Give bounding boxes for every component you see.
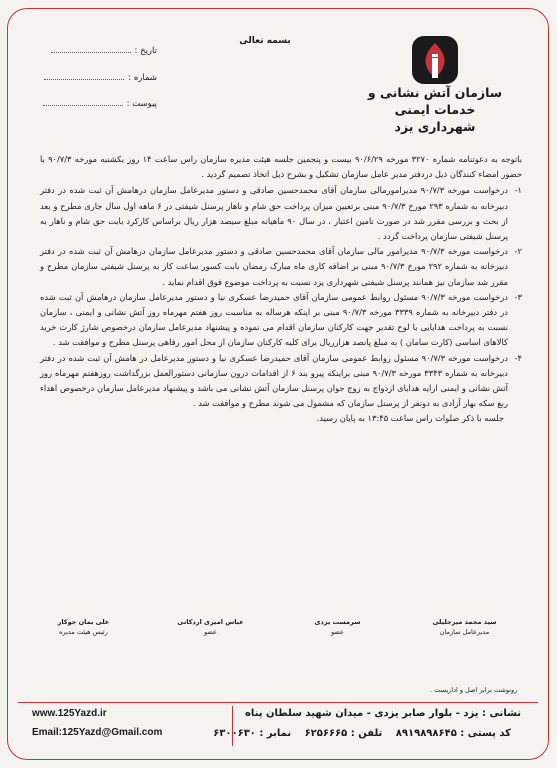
letter-body: [40, 152, 522, 428]
date-field: [51, 44, 157, 56]
item-text: درخواست مورخه ۹۰/۷/۳ مسئول روابط عمومی سازمان آقای حمیدرضا عسکری نیا و دستور مدیرعامل سازمان درهامش آن ثبت شده در دفتر دبیرخانه به شماره ۳۳۳۹ مورخه ۹۰/۷/۳ مبنی بر اینکه هرساله به مناسبت روز هفتم مهرماه روز آتش نشانی و ایمنی ، سازمان نسبت به پرداخت هدایایی با لوح تقدیر جهت کارکنان سازمان اقدام می نموده و پیشنهاد مدیرعامل سازمان درخصوص شارژ کارت خرید کالاهای اساسی (کارت سامان ) به مبلغ پانصد هزارریال برای کلیه کارکنان سازمان از محل امور رفاهی پرسنل مطرح و موافقت شد .: [40, 291, 508, 348]
footer-rule: [18, 702, 538, 703]
fax-number: نمابر : ۶۳۰۰۶۳۰: [213, 728, 292, 739]
number-field: [44, 71, 157, 83]
resolution-item: [40, 183, 522, 244]
item-number: ۲-: [514, 246, 522, 257]
signer-name: عباس امیری اردکانی: [177, 618, 244, 626]
signer-role: عضو: [331, 628, 344, 636]
attachment-field: [43, 97, 157, 109]
item-number: ۱-: [514, 185, 522, 196]
phone-number: تلفن : ۶۲۵۶۶۶۵: [304, 728, 383, 739]
attachment-line: [43, 97, 123, 106]
signer-name: سرمست یزدی: [314, 618, 361, 626]
item-text: درخواست مورخه ۹۰/۷/۳ مسئول روابط عمومی سازمان آقای حمیدرضا عسکری نیا و دستور مدیرعامل در هامش آن ثبت شده در دفتر دبیرخانه به شماره ۳۳۴۳ مورخه ۹۰/۷/۳ مبنی براینکه پیرو بند ۶ از اقدامات درون سازمانی دستورالعمل بزرگداشت روزهفتم مهرماه روز آتش نشانی و ایمنی ارایه هدایای ازدواج به زوج جوان پرسنل سازمان آتش نشانی می باشد و پیشنهاد مدیرعامل سازمان درخصوص اهداء ربع سکه بهار آزادی به دونفر از پرسنل سازمان که مشمول می شوند مطرح و موافقت شد .: [40, 352, 509, 409]
item-text: درخواست مورخه ۹۰/۷/۳ مدیرامور مالی سازمان آقای محمدحسین صادقی و دستور مدیرعامل سازمان درهامش آن ثبت شده در دفتر دبیرخانه به شماره ۲۹۲ مورخ ۹۰/۷/۳ مبنی بر اضافه کاری ماه مبارک رمضان بابت کسور ساعت کار به پرسنل شیفتی سازمان مطرح و مقرر شد سازمان نیز همانند پرسنل شیفتی شهرداری یزد نسبت به پرداخت موضوع فوق اقدام نماید .: [40, 246, 509, 287]
attachment-label: پیوست :: [126, 99, 157, 109]
signature: [417, 618, 512, 636]
signer-role: عضو: [204, 628, 217, 636]
postal-code: کد پستی : ۸۹۱۹۸۹۸۶۴۵: [395, 728, 511, 739]
resolution-item: [40, 244, 522, 290]
signature: [36, 618, 131, 636]
footer-contact-numbers: [213, 728, 521, 739]
number-line: [44, 71, 124, 80]
closing-line: جلسه با ذکر صلوات راس ساعت ۱۳:۴۵ به پایان رسید.: [316, 413, 504, 424]
resolution-item: [40, 351, 522, 412]
footer-address: نشانی : یزد - بلوار صابر یزدی - میدان شهید سلطان پناه: [245, 708, 521, 719]
flame-logo-icon: [410, 34, 460, 86]
number-label: شماره :: [128, 73, 157, 83]
resolution-item: [40, 290, 522, 351]
date-label: تاریخ :: [134, 46, 157, 56]
intro-paragraph: باتوجه به دعوتنامه شماره ۳۲۷۰ مورخه ۹۰/۶/۲۹ بیست و پنجمین جلسه هیئت مدیره سازمان راس ساعت ۱۴ روز یکشنبه مورخه ۹۰/۷/۳ با حضور امضاء کنندگان ذیل دردفتر مدیر عامل سازمان تشکیل و بشرح ذیل اتخاذ تصمیم گردید .: [40, 154, 523, 180]
signature-block: [36, 618, 512, 636]
copy-note: رونوشت برابر اصل و اداریست .: [430, 686, 518, 694]
signer-role: رئیس هیئت مدیره: [59, 628, 108, 636]
org-name-line2: شهرداری یزد: [394, 119, 476, 134]
item-text: درخواست مورخه ۹۰/۷/۳ مدیرامورمالی سازمان آقای محمدحسین صادقی و دستور مدیرعامل سازمان درهامش آن ثبت شده در دفتر دبیرخانه به شماره ۲۹۳ مورخ ۹۰/۷/۳ مبنی برتعیین میزان پرداخت حق شام و ناهار پرسنل شیفتی در ۶ ماهه اول سال جاری مطرح و بعد از بحث و بررسی مقرر شد در صورت تامین اعتبار ، در سال ۹۰ ماهیانه مبلغ سیصد هزار ریال براساس کارکرد بابت حق شام و ناهار به پرسنل شیفتی سازمان پرداخت گردد .: [40, 185, 509, 242]
organization-name: [350, 84, 520, 135]
email-link[interactable]: Email:125Yazd@Gmail.com: [32, 727, 163, 738]
footer-divider: [232, 706, 233, 746]
signature: [163, 618, 258, 636]
signer-role: مدیرعامل سازمان: [439, 628, 490, 636]
signer-name: سید محمد میرجلیلی: [432, 618, 497, 626]
item-number: ۴-: [514, 352, 522, 363]
header-title: بسمه تعالی: [239, 36, 291, 46]
item-number: ۳-: [514, 291, 522, 302]
signer-name: علی بمان جوکار: [57, 618, 110, 626]
signature: [290, 618, 385, 636]
website-link[interactable]: www.125Yazd.ir: [32, 708, 107, 719]
date-line: [51, 44, 131, 53]
org-name-line1: سازمان آتش نشانی و خدمات ایمنی: [367, 85, 503, 117]
